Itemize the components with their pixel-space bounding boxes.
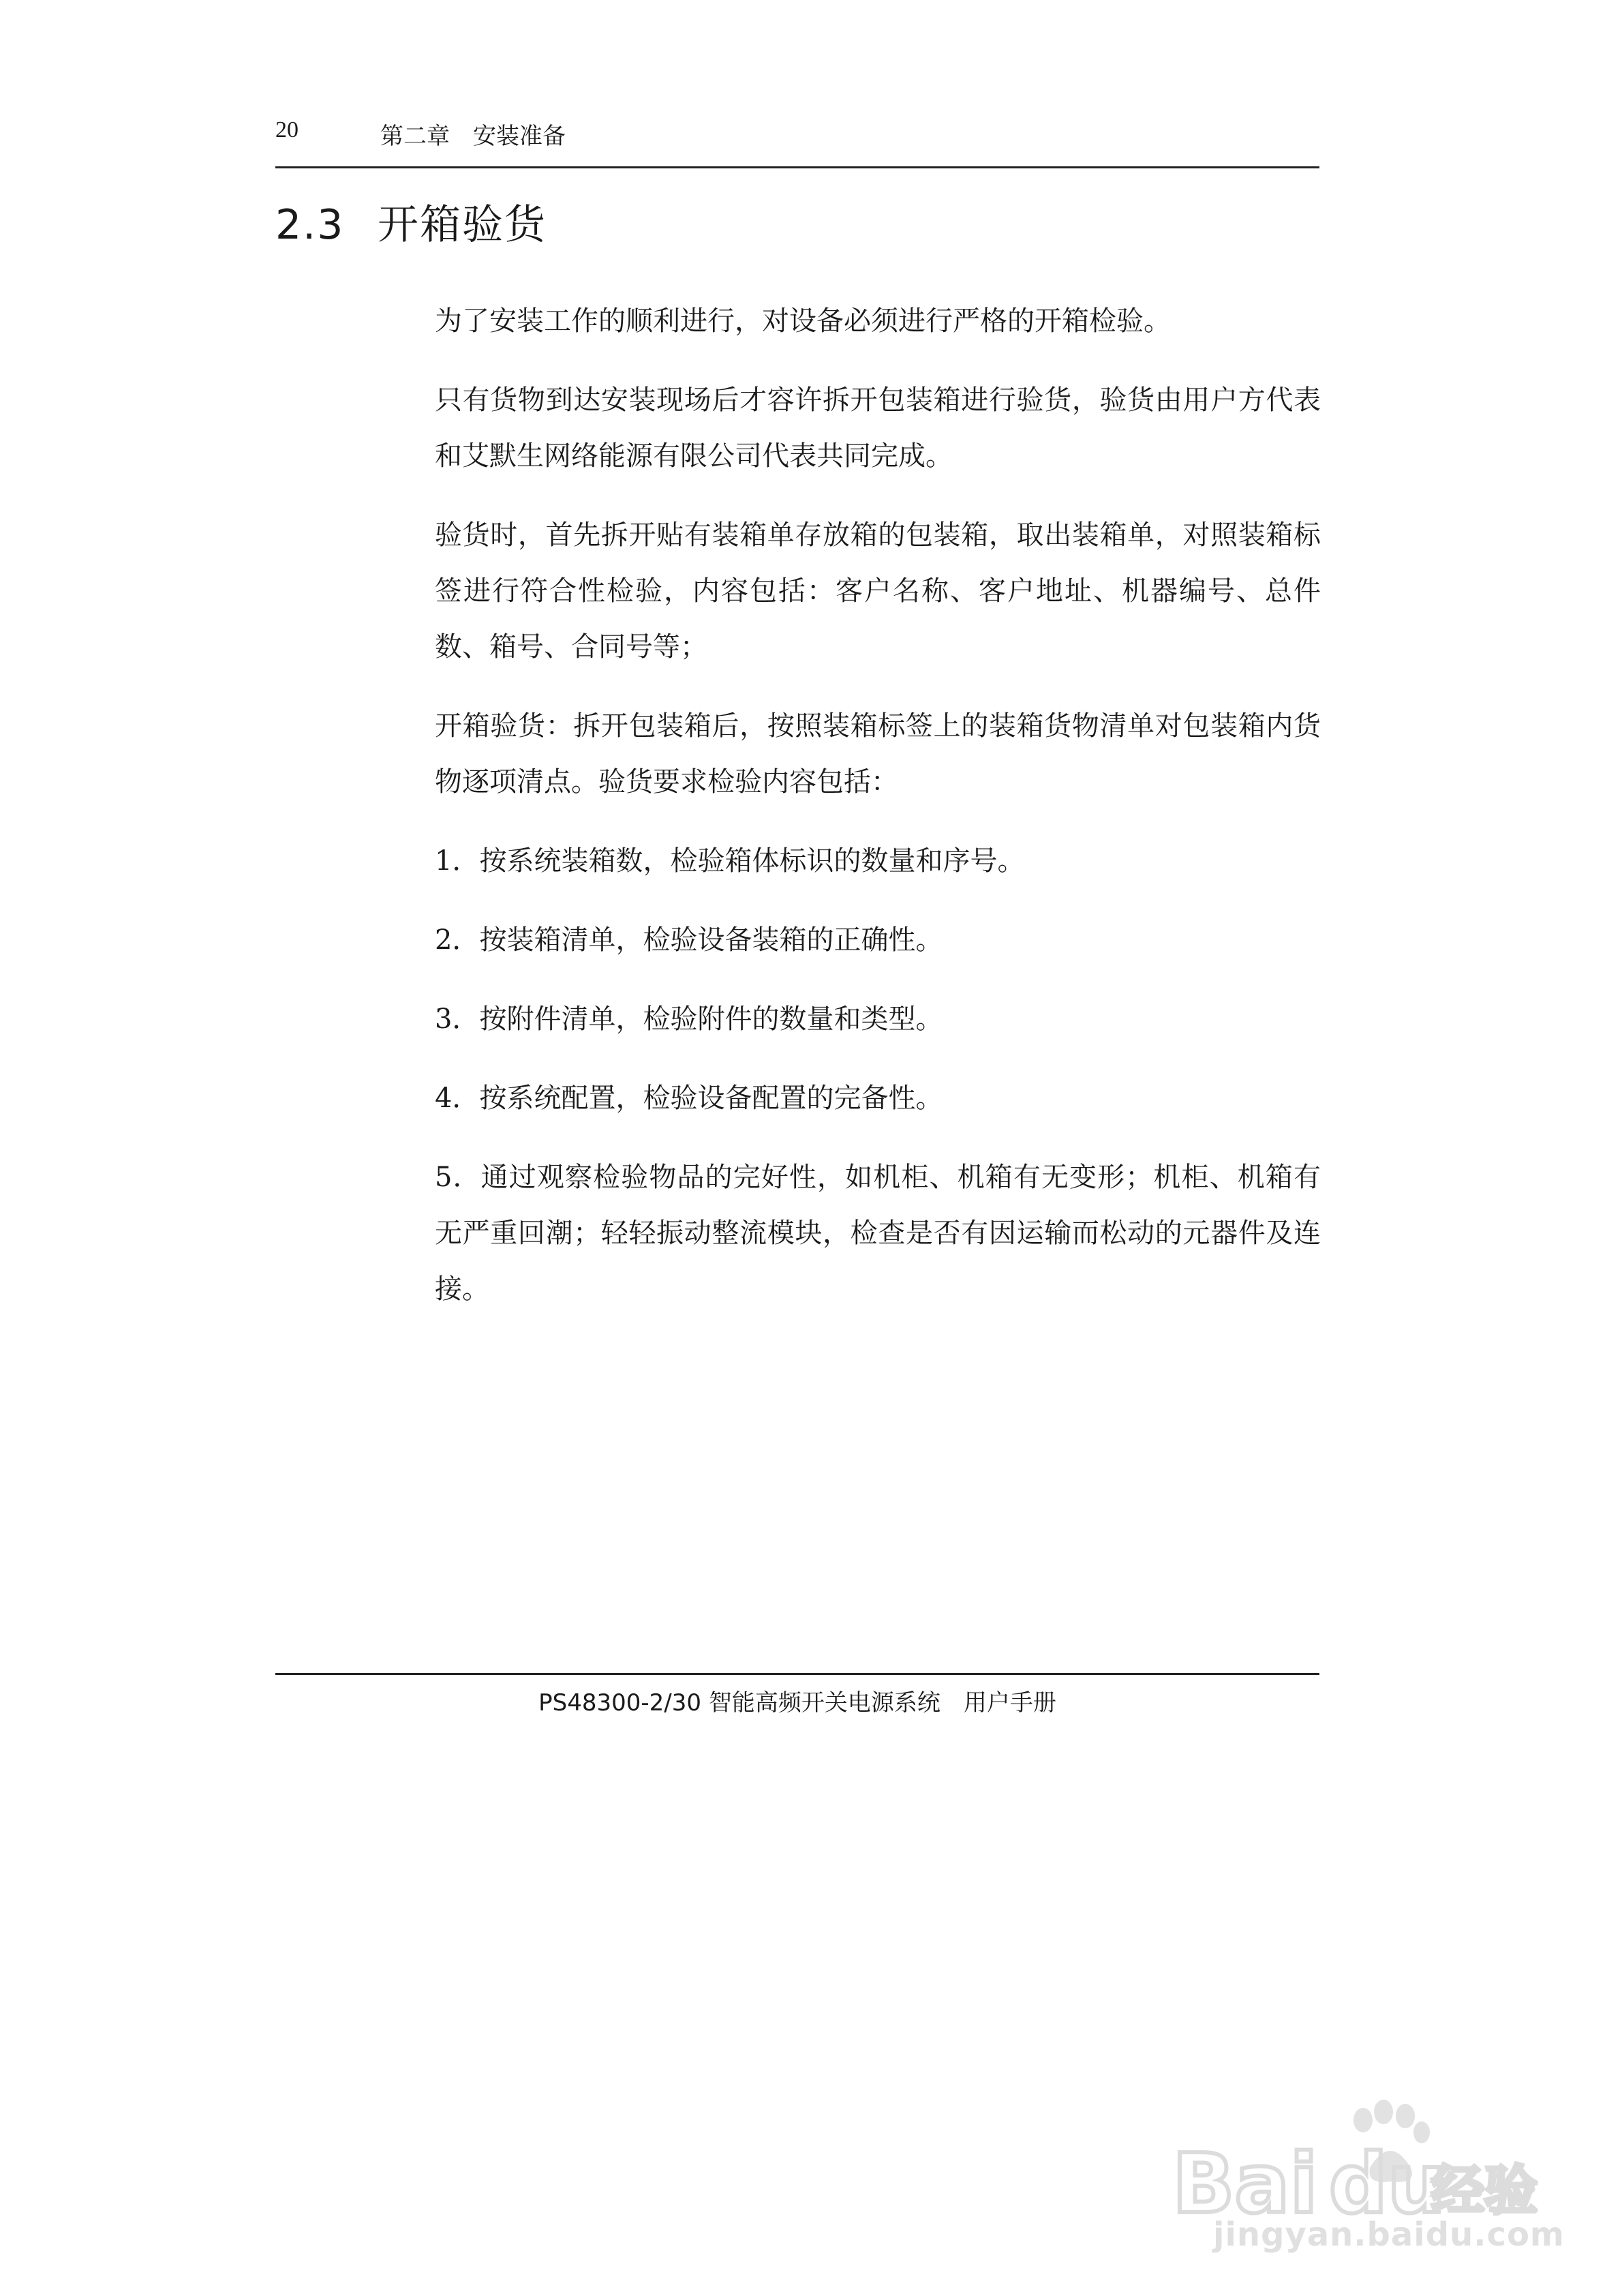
list-item: 4．按系统配置，检验设备配置的完备性。: [435, 1083, 943, 1114]
baidu-paw-logo-icon: [1165, 2093, 1547, 2229]
paragraph: 只有货物到达安装现场后才容许拆开包装箱进行验货，验货由用户方代表和艾默生网络能源有限公司代表共同完成。: [435, 384, 1321, 472]
chapter-title: 第二章 安装准备: [380, 123, 566, 150]
list-item: 2．按装箱清单，检验设备装箱的正确性。: [435, 924, 943, 956]
section-title: 开箱验货: [378, 201, 547, 249]
paragraph: 为了安装工作的顺利进行，对设备必须进行严格的开箱检验。: [435, 305, 1171, 337]
header-divider: [275, 166, 1319, 168]
footer-model: PS48300-2/30: [538, 1689, 702, 1717]
svg-text:经验: 经验: [1431, 2160, 1538, 2222]
baidu-jingyan-watermark: [1159, 2072, 1567, 2277]
list-item: 5．通过观察检验物品的完好性，如机柜、机箱有无变形；机柜、机箱有无严重回潮；轻轻振动整流模块，检查是否有因运输而松动的元器件及连接。: [435, 1162, 1321, 1305]
body-text: [435, 293, 1321, 1340]
paragraph: 验货时，首先拆开贴有装箱单存放箱的包装箱，取出装箱单，对照装箱标签进行符合性检验，内容包括：客户名称、客户地址、机器编号、总件数、箱号、合同号等；: [435, 519, 1321, 663]
page-header: [275, 115, 1318, 155]
svg-text:du: du: [1329, 2137, 1446, 2229]
page-footer: [275, 1684, 1319, 1717]
svg-text:Bai: Bai: [1172, 2137, 1318, 2229]
section-number: 2.3: [275, 201, 345, 249]
list-item: 1．按系统装箱数，检验箱体标识的数量和序号。: [435, 845, 1025, 877]
watermark-url: jingyan.baidu.com: [1213, 2216, 1565, 2254]
list-item: 3．按附件清单，检验附件的数量和类型。: [435, 1003, 943, 1035]
paragraph: 开箱验货：拆开包装箱后，按照装箱标签上的装箱货物清单对包装箱内货物逐项清点。验货要求检验内容包括：: [435, 710, 1321, 798]
footer-title: 智能高频开关电源系统 用户手册: [701, 1689, 1056, 1717]
footer-divider: [275, 1673, 1319, 1675]
section-heading: [275, 192, 547, 251]
page-number: 20: [275, 117, 299, 142]
